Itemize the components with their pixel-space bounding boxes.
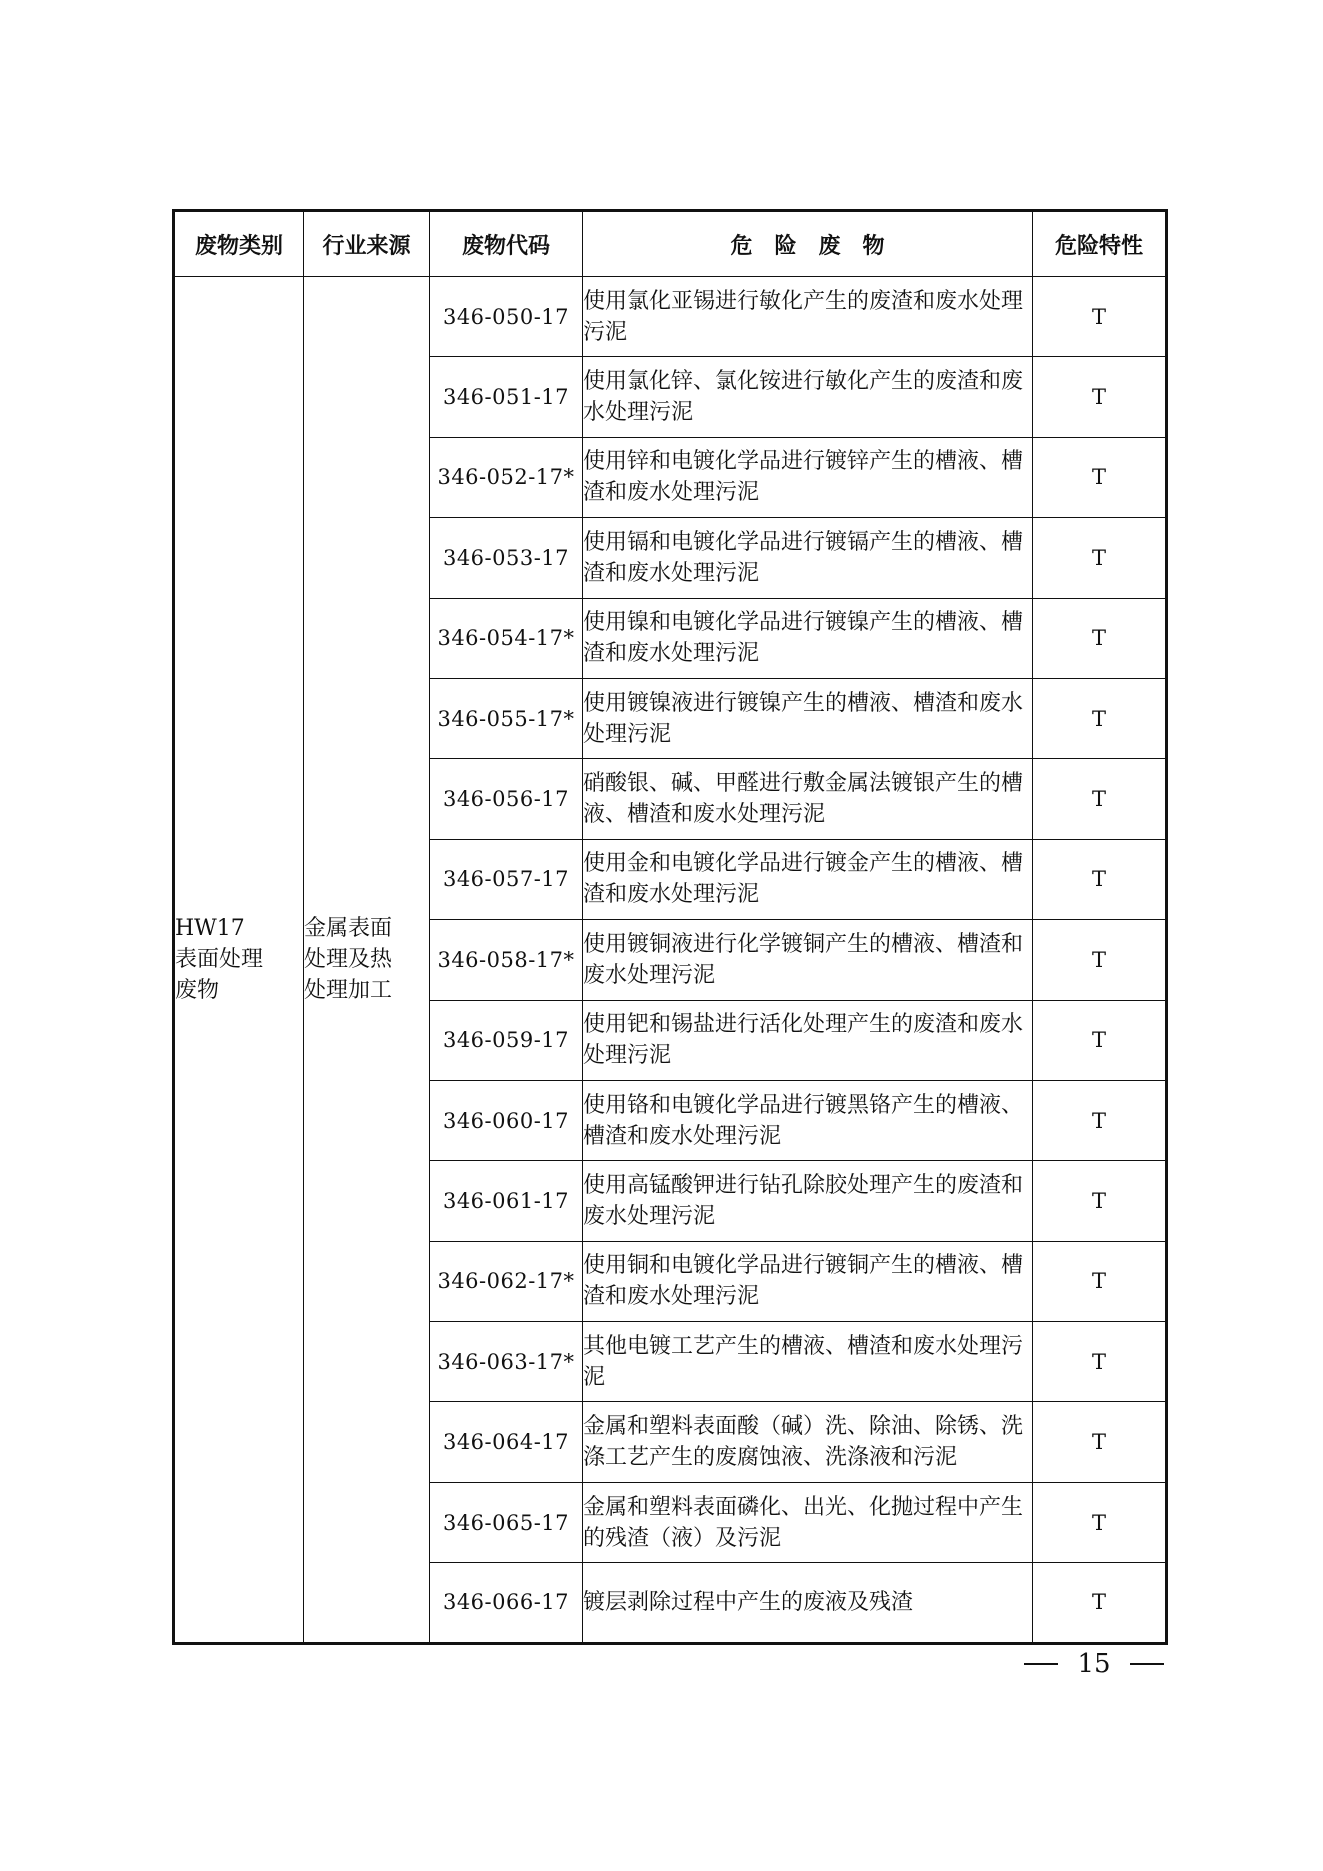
hazard-property-cell: T (1033, 518, 1167, 598)
hazard-property-cell: T (1033, 759, 1167, 839)
waste-code-cell: 346-050-17 (430, 277, 583, 357)
industry-source-line-2: 处理及热 (304, 946, 393, 972)
waste-description-cell: 金属和塑料表面酸（碱）洗、除油、除锈、洗涤工艺产生的废腐蚀液、洗涤液和污泥 (583, 1402, 1033, 1482)
hazard-property-cell: T (1033, 920, 1167, 1000)
hazard-property-cell: T (1033, 1080, 1167, 1160)
waste-code-cell: 346-054-17* (430, 598, 583, 678)
page-number-footer (1024, 1644, 1164, 1684)
hazard-property-cell: T (1033, 1482, 1167, 1562)
waste-code-cell: 346-056-17 (430, 759, 583, 839)
header-waste-category: 废物类别 (174, 211, 304, 277)
table-header-row (174, 211, 1167, 277)
hazard-property-cell: T (1033, 598, 1167, 678)
table-body (174, 277, 1167, 1644)
waste-code-cell: 346-058-17* (430, 920, 583, 1000)
waste-description-cell: 使用高锰酸钾进行钻孔除胶处理产生的废渣和废水处理污泥 (583, 1161, 1033, 1241)
waste-code-cell: 346-060-17 (430, 1080, 583, 1160)
hazard-property-cell: T (1033, 1241, 1167, 1321)
waste-description-cell: 使用铜和电镀化学品进行镀铜产生的槽液、槽渣和废水处理污泥 (583, 1241, 1033, 1321)
waste-description-cell: 使用镍和电镀化学品进行镀镍产生的槽液、槽渣和废水处理污泥 (583, 598, 1033, 678)
hazard-property-cell: T (1033, 277, 1167, 357)
hazard-property-cell: T (1033, 437, 1167, 517)
waste-description-cell: 使用镀铜液进行化学镀铜产生的槽液、槽渣和废水处理污泥 (583, 920, 1033, 1000)
waste-code-cell: 346-065-17 (430, 1482, 583, 1562)
hazard-property-cell: T (1033, 839, 1167, 919)
hazard-property-cell: T (1033, 1000, 1167, 1080)
header-hazardous-waste: 危 险 废 物 (583, 211, 1033, 277)
waste-code-cell: 346-052-17* (430, 437, 583, 517)
hazard-property-cell: T (1033, 1161, 1167, 1241)
waste-description-cell: 其他电镀工艺产生的槽液、槽渣和废水处理污泥 (583, 1322, 1033, 1402)
waste-description-cell: 使用铬和电镀化学品进行镀黑铬产生的槽液、槽渣和废水处理污泥 (583, 1080, 1033, 1160)
header-industry-source: 行业来源 (304, 211, 430, 277)
footer-dash-left (1024, 1663, 1058, 1665)
hazard-property-cell: T (1033, 678, 1167, 758)
waste-description-cell: 使用镀镍液进行镀镍产生的槽液、槽渣和废水处理污泥 (583, 678, 1033, 758)
waste-description-cell: 使用氯化锌、氯化铵进行敏化产生的废渣和废水处理污泥 (583, 357, 1033, 437)
waste-code-cell: 346-061-17 (430, 1161, 583, 1241)
waste-description-cell: 硝酸银、碱、甲醛进行敷金属法镀银产生的槽液、槽渣和废水处理污泥 (583, 759, 1033, 839)
waste-category-cell (174, 277, 304, 1644)
waste-description-cell: 使用镉和电镀化学品进行镀镉产生的槽液、槽渣和废水处理污泥 (583, 518, 1033, 598)
waste-code-cell: 346-055-17* (430, 678, 583, 758)
hazard-property-cell: T (1033, 1563, 1167, 1643)
header-waste-code: 废物代码 (430, 211, 583, 277)
footer-dash-right (1130, 1663, 1164, 1665)
hazard-property-cell: T (1033, 357, 1167, 437)
waste-code-cell: 346-057-17 (430, 839, 583, 919)
waste-code-cell: 346-066-17 (430, 1563, 583, 1643)
waste-description-cell: 使用氯化亚锡进行敏化产生的废渣和废水处理污泥 (583, 277, 1033, 357)
hazardous-waste-table (172, 209, 1168, 1645)
header-hazard-property: 危险特性 (1033, 211, 1167, 277)
waste-category-line-1: HW17 (175, 915, 245, 941)
table-row (174, 277, 1167, 357)
waste-description-cell: 使用金和电镀化学品进行镀金产生的槽液、槽渣和废水处理污泥 (583, 839, 1033, 919)
waste-code-cell: 346-051-17 (430, 357, 583, 437)
waste-code-cell: 346-063-17* (430, 1322, 583, 1402)
waste-code-cell: 346-053-17 (430, 518, 583, 598)
industry-source-line-3: 处理加工 (304, 977, 393, 1003)
waste-description-cell: 金属和塑料表面磷化、出光、化抛过程中产生的残渣（液）及污泥 (583, 1482, 1033, 1562)
waste-code-cell: 346-062-17* (430, 1241, 583, 1321)
hazard-property-cell: T (1033, 1322, 1167, 1402)
waste-description-cell: 使用锌和电镀化学品进行镀锌产生的槽液、槽渣和废水处理污泥 (583, 437, 1033, 517)
page-number: 15 (1077, 1649, 1111, 1679)
hazard-property-cell: T (1033, 1402, 1167, 1482)
waste-description-cell: 镀层剥除过程中产生的废液及残渣 (583, 1563, 1033, 1643)
waste-description-cell: 使用钯和锡盐进行活化处理产生的废渣和废水处理污泥 (583, 1000, 1033, 1080)
waste-code-cell: 346-064-17 (430, 1402, 583, 1482)
industry-source-line-1: 金属表面 (304, 915, 393, 941)
industry-source-cell (304, 277, 430, 1644)
waste-code-cell: 346-059-17 (430, 1000, 583, 1080)
waste-category-line-2: 表面处理 (175, 946, 264, 972)
waste-category-line-3: 废物 (175, 977, 220, 1003)
